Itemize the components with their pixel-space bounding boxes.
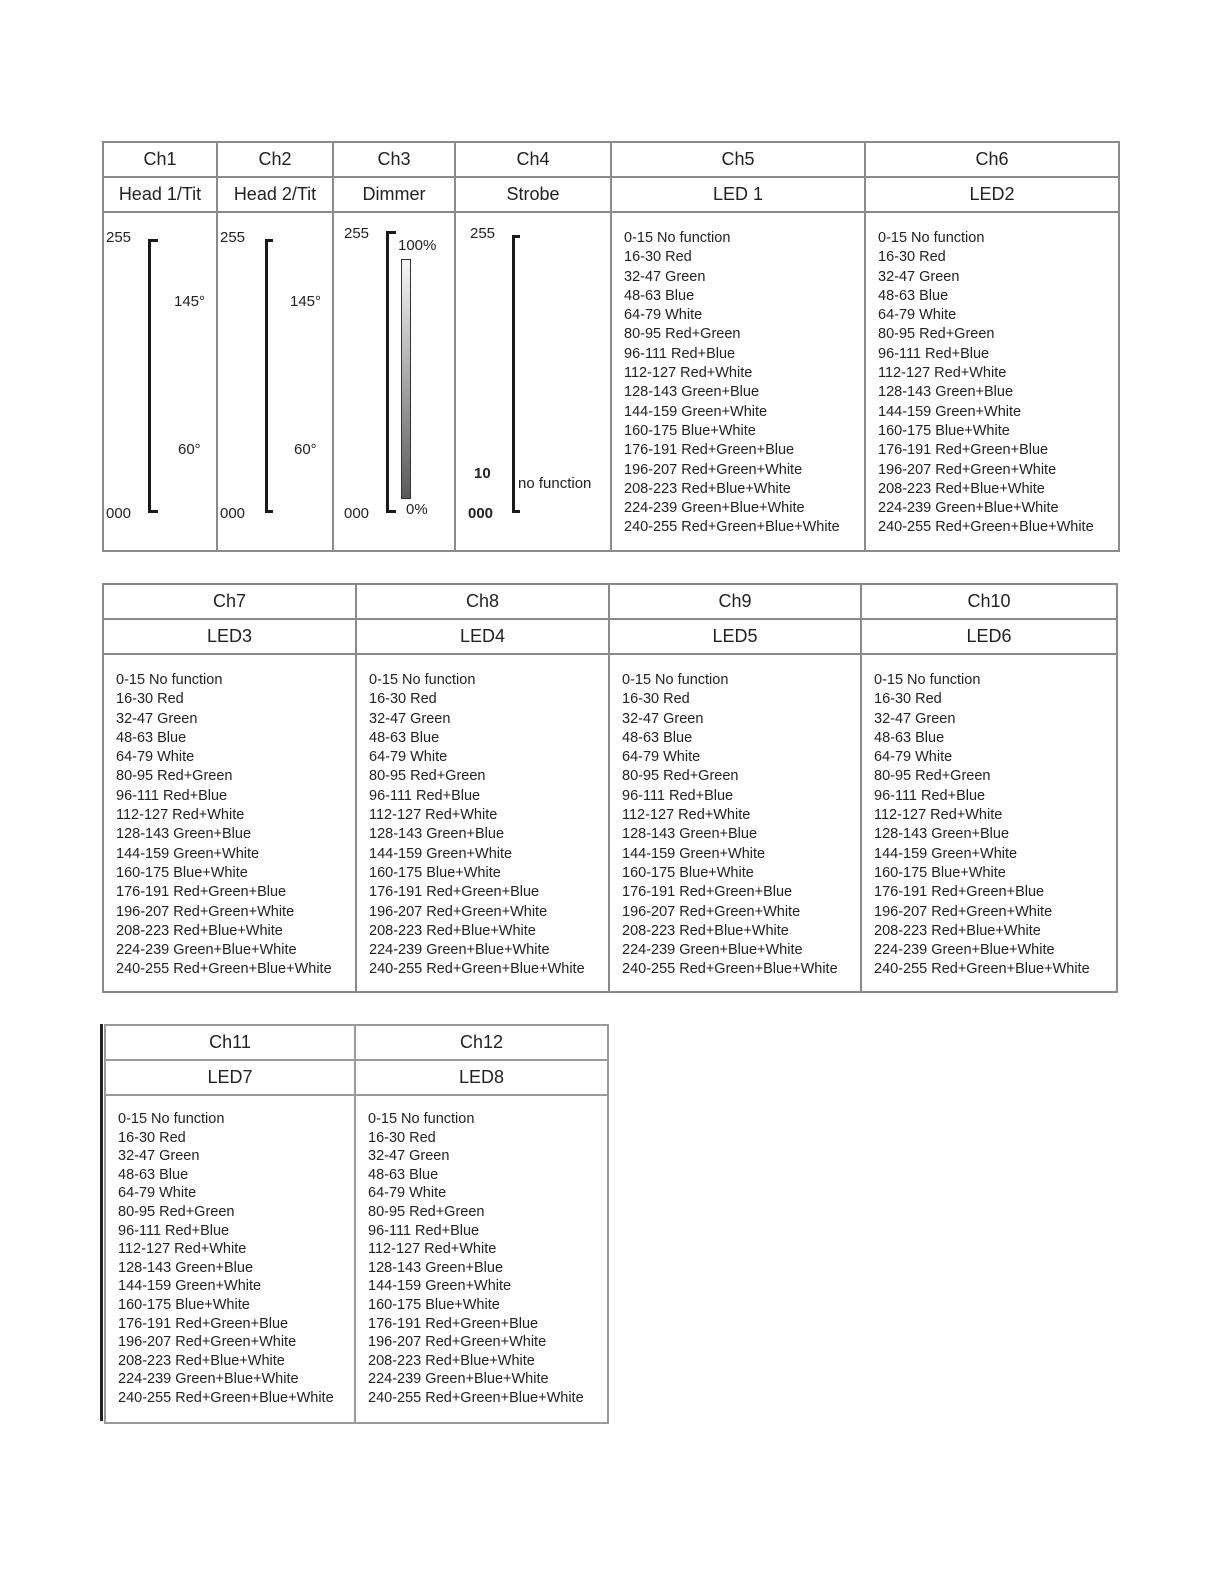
- ch4-function: Strobe: [455, 177, 611, 212]
- value-range-item: 112-127 Red+White: [369, 807, 498, 824]
- value-range-item: 128-143 Green+Blue: [624, 384, 760, 401]
- ch7-header: Ch7: [103, 584, 356, 619]
- value-range-item: 96-111 Red+Blue: [118, 1222, 230, 1239]
- value-range-item: 160-175 Blue+White: [116, 864, 248, 881]
- value-range-item: 16-30 Red: [369, 691, 437, 708]
- ch1-function: Head 1/Tit: [103, 177, 217, 212]
- value-range-item: 16-30 Red: [874, 691, 942, 708]
- ch3-bottom-value: 000: [344, 505, 370, 522]
- value-range-item: 208-223 Red+Blue+White: [878, 480, 1045, 497]
- ch11-function: LED7: [105, 1060, 355, 1095]
- ch1-bracket-bottom: [148, 510, 158, 513]
- ch3-dimmer-diagram: [333, 212, 455, 551]
- ch1-bracket-line: [148, 239, 151, 513]
- value-range-item: 128-143 Green+Blue: [874, 826, 1010, 843]
- value-range-item: 208-223 Red+Blue+White: [624, 480, 791, 497]
- value-range-item: 224-239 Green+Blue+White: [878, 500, 1059, 517]
- value-range-item: 176-191 Red+Green+Blue: [118, 1315, 289, 1332]
- value-range-item: 96-111 Red+Blue: [878, 345, 990, 362]
- value-range-item: 48-63 Blue: [622, 729, 693, 746]
- value-range-item: 208-223 Red+Blue+White: [369, 922, 536, 939]
- value-range-item: 240-255 Red+Green+Blue+White: [874, 961, 1090, 978]
- value-range-item: 224-239 Green+Blue+White: [622, 942, 803, 959]
- value-range-item: 196-207 Red+Green+White: [878, 461, 1057, 478]
- value-range-item: 64-79 White: [624, 307, 703, 324]
- ch10-header: Ch10: [861, 584, 1117, 619]
- value-range-item: 176-191 Red+Green+Blue: [878, 442, 1049, 459]
- value-range-item: 160-175 Blue+White: [874, 864, 1006, 881]
- ch2-header: Ch2: [217, 142, 333, 177]
- ch1-top-value: 255: [106, 229, 132, 246]
- ch9-header: Ch9: [609, 584, 861, 619]
- value-range-item: 0-15 No function: [368, 1111, 475, 1127]
- ch3-dimmer-gradient: [401, 259, 411, 499]
- value-range-item: 144-159 Green+White: [116, 845, 260, 862]
- ch1-tilt-diagram: [103, 212, 217, 551]
- ch2-function: Head 2/Tit: [217, 177, 333, 212]
- ch11-header: Ch11: [105, 1025, 355, 1060]
- value-range-item: 96-111 Red+Blue: [622, 787, 734, 804]
- value-range-item: 32-47 Green: [368, 1148, 450, 1165]
- value-range-item: 32-47 Green: [874, 710, 956, 727]
- value-list: [368, 1110, 607, 1408]
- value-range-item: 144-159 Green+White: [368, 1278, 512, 1295]
- ch1-upper-angle: 145°: [174, 293, 206, 310]
- value-range-item: 176-191 Red+Green+Blue: [874, 884, 1045, 901]
- value-range-item: 112-127 Red+White: [878, 365, 1007, 382]
- value-range-item: 240-255 Red+Green+Blue+White: [368, 1389, 584, 1406]
- value-range-item: 224-239 Green+Blue+White: [369, 942, 550, 959]
- value-range-item: 196-207 Red+Green+White: [368, 1334, 547, 1351]
- ch7-value-list: [103, 654, 356, 992]
- value-range-item: 64-79 White: [369, 749, 448, 766]
- value-range-item: 240-255 Red+Green+Blue+White: [116, 961, 332, 978]
- value-range-item: 112-127 Red+White: [116, 807, 245, 824]
- value-range-item: 196-207 Red+Green+White: [116, 903, 295, 920]
- value-range-item: 0-15 No function: [874, 672, 981, 688]
- ch4-bracket-line: [512, 235, 515, 513]
- value-range-item: 48-63 Blue: [116, 729, 187, 746]
- value-range-item: 144-159 Green+White: [624, 403, 768, 420]
- ch4-no-function-label: no function: [518, 475, 592, 492]
- ch2-top-value: 255: [220, 229, 246, 246]
- value-range-item: 128-143 Green+Blue: [878, 384, 1014, 401]
- value-range-item: 208-223 Red+Blue+White: [118, 1352, 285, 1369]
- channel-table-1: [102, 141, 1120, 552]
- value-list: [116, 671, 355, 980]
- value-range-item: 144-159 Green+White: [874, 845, 1018, 862]
- value-range-item: 16-30 Red: [116, 691, 184, 708]
- value-range-item: 128-143 Green+Blue: [118, 1259, 254, 1276]
- value-range-item: 80-95 Red+Green: [368, 1203, 485, 1220]
- value-range-item: 32-47 Green: [878, 268, 960, 285]
- channel-detail-row: [103, 654, 1117, 992]
- value-range-item: 196-207 Red+Green+White: [874, 903, 1053, 920]
- ch12-function: LED8: [355, 1060, 608, 1095]
- ch7-function: LED3: [103, 619, 356, 654]
- ch9-function: LED5: [609, 619, 861, 654]
- value-range-item: 64-79 White: [874, 749, 953, 766]
- ch2-lower-angle: 60°: [294, 441, 317, 458]
- ch3-min-label: 0%: [406, 501, 428, 518]
- value-range-item: 48-63 Blue: [874, 729, 945, 746]
- value-range-item: 112-127 Red+White: [874, 807, 1003, 824]
- channel-table-3: [104, 1024, 609, 1424]
- ch4-bottom-value: 000: [468, 505, 494, 522]
- ch3-max-label: 100%: [398, 237, 437, 254]
- value-range-item: 196-207 Red+Green+White: [369, 903, 548, 920]
- value-range-item: 96-111 Red+Blue: [369, 787, 481, 804]
- value-range-item: 240-255 Red+Green+Blue+White: [369, 961, 585, 978]
- ch3-bracket-line: [386, 231, 389, 513]
- value-range-item: 0-15 No function: [118, 1111, 225, 1127]
- value-range-item: 96-111 Red+Blue: [368, 1222, 480, 1239]
- ch5-function: LED 1: [611, 177, 865, 212]
- value-range-item: 144-159 Green+White: [118, 1278, 262, 1295]
- value-range-item: 208-223 Red+Blue+White: [874, 922, 1041, 939]
- value-range-item: 16-30 Red: [624, 249, 692, 266]
- channel-detail-row: [105, 1095, 608, 1423]
- value-range-item: 224-239 Green+Blue+White: [116, 942, 297, 959]
- value-range-item: 208-223 Red+Blue+White: [116, 922, 283, 939]
- value-range-item: 196-207 Red+Green+White: [622, 903, 801, 920]
- value-range-item: 96-111 Red+Blue: [874, 787, 986, 804]
- ch6-header: Ch6: [865, 142, 1119, 177]
- value-range-item: 64-79 White: [116, 749, 195, 766]
- value-range-item: 224-239 Green+Blue+White: [118, 1371, 299, 1388]
- ch10-function: LED6: [861, 619, 1117, 654]
- value-range-item: 112-127 Red+White: [118, 1241, 247, 1258]
- value-range-item: 128-143 Green+Blue: [368, 1259, 504, 1276]
- value-range-item: 208-223 Red+Blue+White: [622, 922, 789, 939]
- channel-number-row: [103, 584, 1117, 619]
- value-range-item: 0-15 No function: [624, 230, 731, 246]
- value-range-item: 144-159 Green+White: [878, 403, 1022, 420]
- ch2-upper-angle: 145°: [290, 293, 322, 310]
- ch1-bottom-value: 000: [106, 505, 132, 522]
- value-range-item: 80-95 Red+Green: [874, 768, 991, 785]
- ch8-function: LED4: [356, 619, 609, 654]
- ch11-value-list: [105, 1095, 355, 1423]
- ch9-value-list: [609, 654, 861, 992]
- value-range-item: 240-255 Red+Green+Blue+White: [624, 519, 840, 536]
- ch8-header: Ch8: [356, 584, 609, 619]
- channel-function-row: [105, 1060, 608, 1095]
- ch4-bracket-bottom: [512, 510, 520, 513]
- value-range-item: 80-95 Red+Green: [878, 326, 995, 343]
- channel-function-row: [103, 177, 1119, 212]
- value-range-item: 144-159 Green+White: [622, 845, 766, 862]
- value-range-item: 0-15 No function: [369, 672, 476, 688]
- value-range-item: 112-127 Red+White: [622, 807, 751, 824]
- value-range-item: 80-95 Red+Green: [369, 768, 486, 785]
- ch2-bracket-bottom: [265, 510, 273, 513]
- value-range-item: 196-207 Red+Green+White: [624, 461, 803, 478]
- ch4-strobe-diagram: [455, 212, 611, 551]
- left-margin-rule: [100, 1024, 103, 1421]
- value-range-item: 48-63 Blue: [624, 287, 695, 304]
- value-range-item: 16-30 Red: [878, 249, 946, 266]
- ch6-value-list: [865, 212, 1119, 551]
- value-range-item: 240-255 Red+Green+Blue+White: [118, 1389, 334, 1406]
- value-list: [874, 671, 1116, 980]
- value-range-item: 48-63 Blue: [368, 1166, 439, 1183]
- value-range-item: 0-15 No function: [878, 230, 985, 246]
- value-range-item: 32-47 Green: [116, 710, 198, 727]
- ch5-value-list: [611, 212, 865, 551]
- value-range-item: 160-175 Blue+White: [624, 422, 756, 439]
- value-range-item: 64-79 White: [878, 307, 957, 324]
- value-range-item: 240-255 Red+Green+Blue+White: [622, 961, 838, 978]
- value-range-item: 128-143 Green+Blue: [116, 826, 252, 843]
- value-list: [369, 671, 608, 980]
- value-range-item: 48-63 Blue: [878, 287, 949, 304]
- value-range-item: 196-207 Red+Green+White: [118, 1334, 297, 1351]
- value-range-item: 32-47 Green: [624, 268, 706, 285]
- value-range-item: 176-191 Red+Green+Blue: [116, 884, 287, 901]
- value-range-item: 0-15 No function: [116, 672, 223, 688]
- value-range-item: 112-127 Red+White: [368, 1241, 497, 1258]
- ch10-value-list: [861, 654, 1117, 992]
- value-range-item: 128-143 Green+Blue: [369, 826, 505, 843]
- value-range-item: 160-175 Blue+White: [878, 422, 1010, 439]
- value-range-item: 176-191 Red+Green+Blue: [622, 884, 793, 901]
- value-range-item: 160-175 Blue+White: [369, 864, 501, 881]
- value-range-item: 224-239 Green+Blue+White: [874, 942, 1055, 959]
- value-range-item: 80-95 Red+Green: [116, 768, 233, 785]
- ch12-value-list: [355, 1095, 608, 1423]
- ch4-header: Ch4: [455, 142, 611, 177]
- ch12-header: Ch12: [355, 1025, 608, 1060]
- channel-number-row: [105, 1025, 608, 1060]
- ch3-function: Dimmer: [333, 177, 455, 212]
- value-range-item: 32-47 Green: [369, 710, 451, 727]
- value-range-item: 208-223 Red+Blue+White: [368, 1352, 535, 1369]
- value-range-item: 16-30 Red: [622, 691, 690, 708]
- value-range-item: 64-79 White: [622, 749, 701, 766]
- value-list: [878, 229, 1118, 538]
- ch2-bracket-line: [265, 239, 268, 513]
- ch1-lower-angle: 60°: [178, 441, 201, 458]
- channel-number-row: [103, 142, 1119, 177]
- value-range-item: 176-191 Red+Green+Blue: [368, 1315, 539, 1332]
- value-range-item: 48-63 Blue: [369, 729, 440, 746]
- value-range-item: 0-15 No function: [622, 672, 729, 688]
- value-list: [624, 229, 864, 538]
- ch2-bottom-value: 000: [220, 505, 246, 522]
- value-range-item: 176-191 Red+Green+Blue: [624, 442, 795, 459]
- value-range-item: 176-191 Red+Green+Blue: [369, 884, 540, 901]
- value-range-item: 16-30 Red: [118, 1129, 186, 1146]
- value-range-item: 80-95 Red+Green: [118, 1203, 235, 1220]
- value-range-item: 64-79 White: [118, 1185, 197, 1202]
- ch1-header: Ch1: [103, 142, 217, 177]
- channel-function-row: [103, 619, 1117, 654]
- value-range-item: 96-111 Red+Blue: [116, 787, 228, 804]
- value-range-item: 160-175 Blue+White: [622, 864, 754, 881]
- value-range-item: 80-95 Red+Green: [624, 326, 741, 343]
- ch8-value-list: [356, 654, 609, 992]
- value-range-item: 80-95 Red+Green: [622, 768, 739, 785]
- ch3-bracket-bottom: [386, 510, 396, 513]
- value-range-item: 32-47 Green: [118, 1148, 200, 1165]
- value-range-item: 240-255 Red+Green+Blue+White: [878, 519, 1094, 536]
- value-range-item: 64-79 White: [368, 1185, 447, 1202]
- value-list: [622, 671, 860, 980]
- ch4-threshold-value: 10: [474, 465, 491, 482]
- ch3-top-value: 255: [344, 225, 370, 242]
- ch2-tilt-diagram: [217, 212, 333, 551]
- value-range-item: 32-47 Green: [622, 710, 704, 727]
- channel-detail-row: [103, 212, 1119, 551]
- value-range-item: 16-30 Red: [368, 1129, 436, 1146]
- value-range-item: 48-63 Blue: [118, 1166, 189, 1183]
- value-range-item: 224-239 Green+Blue+White: [368, 1371, 549, 1388]
- value-range-item: 112-127 Red+White: [624, 365, 753, 382]
- ch4-top-value: 255: [470, 225, 496, 242]
- value-range-item: 128-143 Green+Blue: [622, 826, 758, 843]
- value-range-item: 160-175 Blue+White: [368, 1296, 500, 1313]
- ch5-header: Ch5: [611, 142, 865, 177]
- ch6-function: LED2: [865, 177, 1119, 212]
- value-range-item: 224-239 Green+Blue+White: [624, 500, 805, 517]
- value-range-item: 160-175 Blue+White: [118, 1296, 250, 1313]
- value-range-item: 96-111 Red+Blue: [624, 345, 736, 362]
- value-range-item: 144-159 Green+White: [369, 845, 513, 862]
- ch3-header: Ch3: [333, 142, 455, 177]
- value-list: [118, 1110, 354, 1408]
- channel-table-2: [102, 583, 1118, 993]
